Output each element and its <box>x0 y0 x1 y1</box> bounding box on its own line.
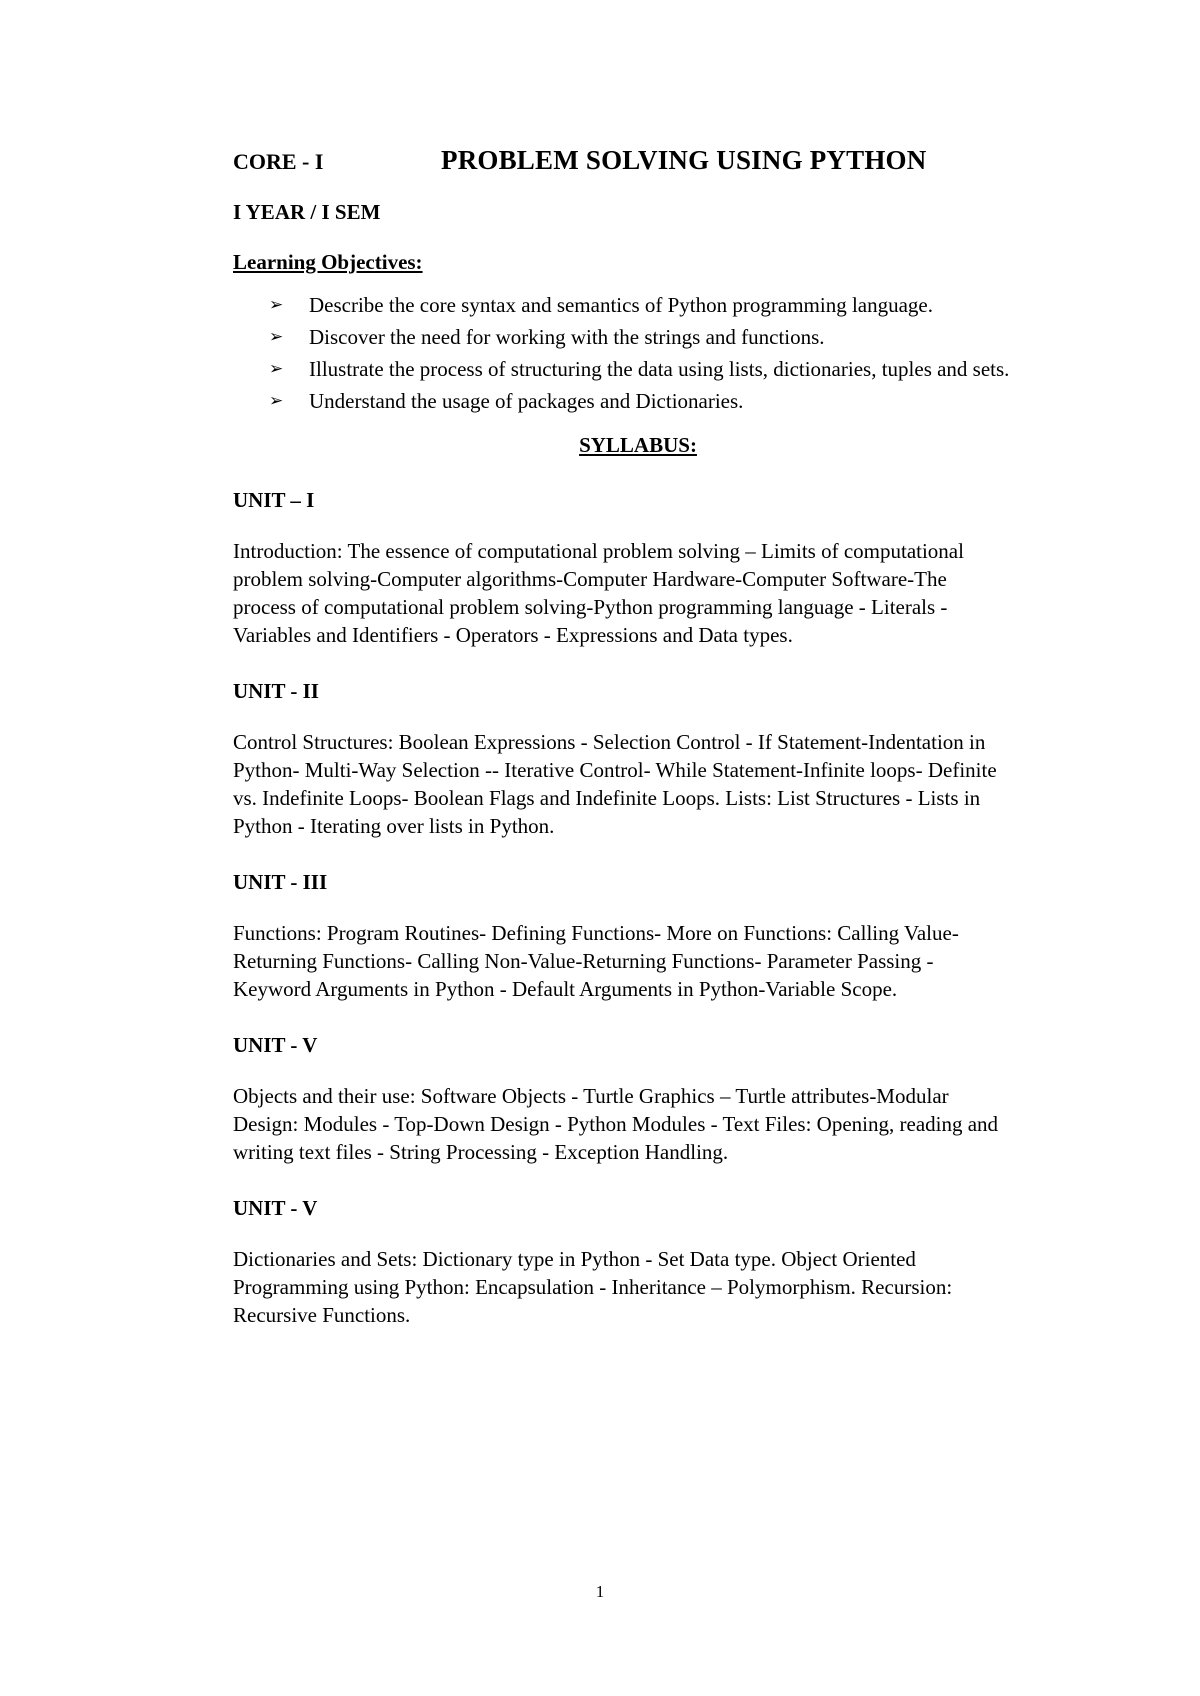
core-label: CORE - I <box>233 149 324 174</box>
unit-description: Dictionaries and Sets: Dictionary type in Python - Set Data type. Object Oriented Programming using Python: Encapsulation - Inheritance – Polymorphism. Recursion: Recursive Functions. <box>233 1247 953 1327</box>
arrow-bullet-icon: ➢ <box>269 295 284 315</box>
arrow-bullet-icon: ➢ <box>269 327 284 347</box>
unit-heading: UNIT – I <box>233 488 315 512</box>
syllabus-heading: SYLLABUS: <box>579 433 697 457</box>
arrow-bullet-icon: ➢ <box>269 359 284 379</box>
learning-objectives-heading: Learning Objectives: <box>233 250 423 274</box>
objective-item <box>233 323 1033 352</box>
course-header <box>233 145 1033 179</box>
objective-text: Describe the core syntax and semantics of Python programming language. <box>309 293 933 317</box>
unit-section <box>233 1033 1033 1166</box>
unit-section <box>233 870 1033 1003</box>
unit-section <box>233 679 1033 840</box>
objective-text: Illustrate the process of structuring the data using lists, dictionaries, tuples and sets. <box>309 357 1010 381</box>
page-content <box>233 145 1033 1329</box>
arrow-bullet-icon: ➢ <box>269 391 284 411</box>
objective-text: Understand the usage of packages and Dictionaries. <box>309 389 744 413</box>
objective-text: Discover the need for working with the strings and functions. <box>309 325 825 349</box>
unit-description: Functions: Program Routines- Defining Functions- More on Functions: Calling Value-Returning Functions- Calling Non-Value-Returning Functions- Parameter Passing - Keyword Arguments in Python - Default Arguments in Python-Variable Scope. <box>233 921 959 1001</box>
objective-item <box>233 355 1033 384</box>
objective-item <box>233 387 1033 416</box>
course-title: PROBLEM SOLVING USING PYTHON <box>441 145 927 175</box>
unit-heading: UNIT - V <box>233 1196 318 1220</box>
unit-heading: UNIT - II <box>233 679 319 703</box>
objective-item <box>233 291 1033 320</box>
unit-section <box>233 1196 1033 1329</box>
unit-heading: UNIT - V <box>233 1033 318 1057</box>
learning-objectives-list <box>233 291 1033 416</box>
unit-description: Control Structures: Boolean Expressions - Selection Control - If Statement-Indentation in Python- Multi-Way Selection -- Iterative Control- While Statement-Infinite loops- Definite vs. Indefinite Loops- Boolean Flags and Indefinite Loops. Lists: List Structures - Lists in Python - Iterating over lists in Python. <box>233 730 997 838</box>
unit-heading: UNIT - III <box>233 870 328 894</box>
unit-description: Introduction: The essence of computational problem solving – Limits of computational problem solving-Computer algorithms-Computer Hardware-Computer Software-The process of computational problem solving-Python programming language - Literals - Variables and Identifiers - Operators - Expressions and Data types. <box>233 539 964 647</box>
unit-description: Objects and their use: Software Objects - Turtle Graphics – Turtle attributes-Modular Design: Modules - Top-Down Design - Python Modules - Text Files: Opening, reading and writing text files - String Processing - Exception Handling. <box>233 1084 999 1164</box>
page-number: 1 <box>595 1582 605 1601</box>
year-semester: I YEAR / I SEM <box>233 200 381 224</box>
unit-section <box>233 488 1033 649</box>
